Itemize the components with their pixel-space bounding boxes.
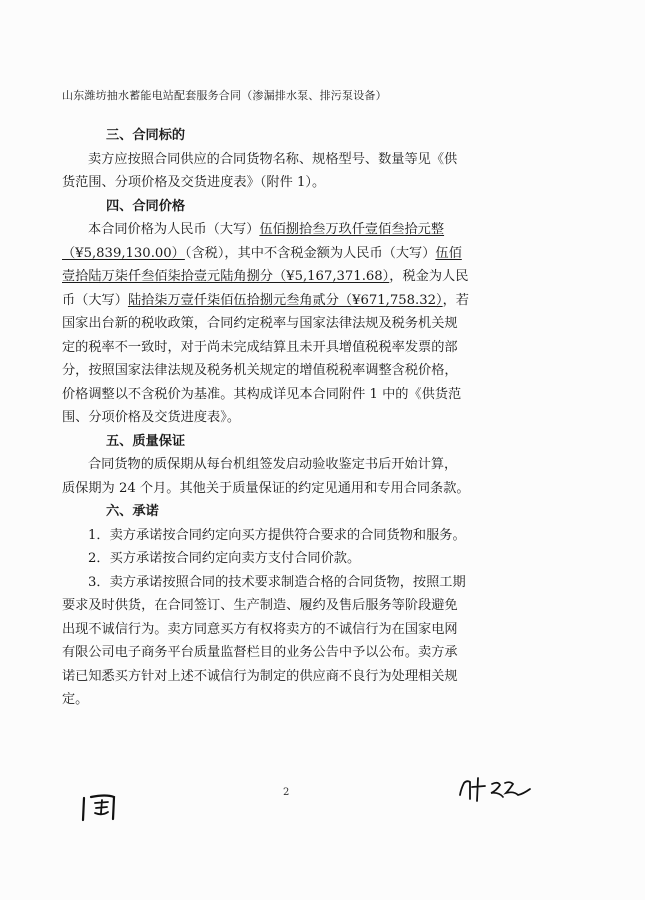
text-segment: ，税金为人民 xyxy=(389,269,469,284)
paragraph-line xyxy=(62,242,582,266)
section-heading-6: 六、承诺 xyxy=(106,504,159,519)
section-heading-5: 五、质量保证 xyxy=(106,433,186,449)
paragraph-line: 诺已知悉买方针对上述不诚信行为制定的供应商不良行为处理相关规 xyxy=(62,668,458,684)
paragraph-line xyxy=(62,218,582,242)
text-segment: （含税），其中不含税金额为人民币（大写） xyxy=(184,245,436,261)
handwritten-signature-left xyxy=(78,792,122,824)
signature-mark-left xyxy=(78,792,122,824)
paragraph-line: 定。 xyxy=(62,692,89,707)
paragraph-line: 合同货物的质保期从每台机组签发启动验收鉴定书后开始计算， xyxy=(88,457,458,472)
paragraph-line xyxy=(62,289,582,313)
underlined-amount: （¥5,839,130.00） xyxy=(62,245,185,261)
paragraph-line: 分，按照国家法律法规及税务机关规定的增值税税率调整含税价格， xyxy=(62,363,458,378)
commitment-item-3: 3．卖方承诺按照合同的技术要求制造合格的合同货物，按照工期 xyxy=(88,574,466,590)
document-body xyxy=(62,124,582,712)
handwritten-signature-right xyxy=(458,775,536,805)
paragraph-line: 国家出台新的税收政策，合同约定税率与国家法律法规及税务机关规 xyxy=(62,316,458,331)
commitment-item-2: 2．买方承诺按合同约定向卖方支付合同价款。 xyxy=(88,551,361,566)
underlined-amount: 伍佰 xyxy=(435,245,462,261)
section-heading-3: 三、合同标的 xyxy=(106,128,186,143)
document-header: 山东潍坊抽水蓄能电站配套服务合同（渗漏排水泵、排污泵设备） xyxy=(62,89,387,102)
text-segment: ，若 xyxy=(442,292,469,308)
paragraph-line: 货范围、分项价格及交货进度表》（附件 1）。 xyxy=(62,175,326,190)
paragraph-line: 质保期为 24 个月。其他关于质量保证的约定见通用和专用合同条款。 xyxy=(62,480,470,496)
paragraph-line: 出现不诚信行为。卖方同意买方有权将卖方的不诚信行为在国家电网 xyxy=(62,621,458,637)
paragraph-line: 围、分项价格及交货进度表》。 xyxy=(62,410,241,425)
text-segment: 本合同价格为人民币（大写） xyxy=(88,222,260,237)
page-number: 2 xyxy=(283,787,290,798)
underlined-amount: 陆拾柒万壹仟柒佰伍拾捌元叁角贰分（¥671,758.32） xyxy=(127,292,443,308)
paragraph-line: 定的税率不一致时，对于尚未完成结算且未开具增值税税率发票的部 xyxy=(62,339,458,355)
underlined-amount: 壹拾陆万柒仟叁佰柒拾壹元陆角捌分（¥5,167,371.68） xyxy=(62,269,390,284)
signature-mark-right xyxy=(458,775,536,805)
underlined-amount: 伍佰捌拾叁万玖仟壹佰叁拾元整 xyxy=(259,222,445,237)
paragraph-line: 有限公司电子商务平台质量监督栏目的业务公告中予以公布。卖方承 xyxy=(62,645,458,660)
section-heading-4: 四、合同价格 xyxy=(106,198,186,214)
commitment-item-1: 1．卖方承诺按合同约定向买方提供符合要求的合同货物和服务。 xyxy=(88,527,466,543)
paragraph-line: 价格调整以不含税价为基准。其构成详见本合同附件 1 中的《供货范 xyxy=(62,386,462,402)
paragraph-line xyxy=(62,265,582,289)
paragraph-line: 卖方应按照合同供应的合同货物名称、规格型号、数量等见《供 xyxy=(88,151,458,167)
paragraph-line: 要求及时供货，在合同签订、生产制造、履约及售后服务等阶段避免 xyxy=(62,598,458,613)
text-segment: 币（大写） xyxy=(62,292,128,308)
